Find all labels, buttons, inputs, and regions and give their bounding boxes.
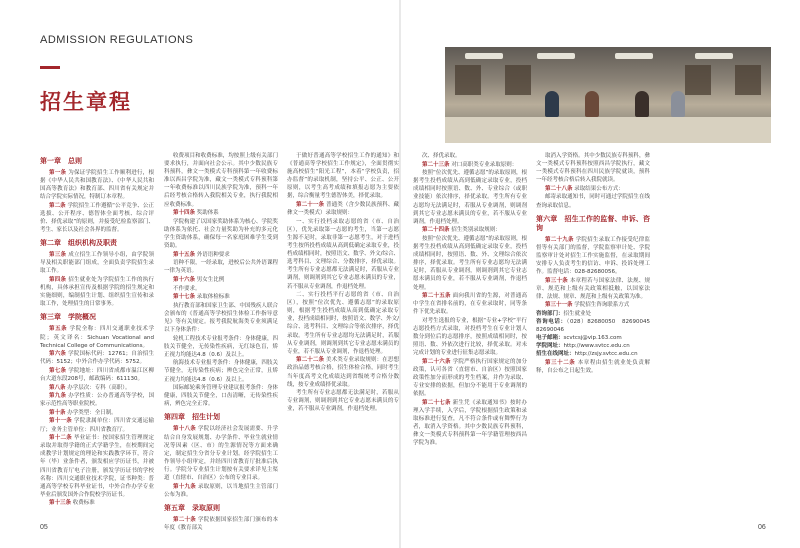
article-text: 二、实行投档平行志愿的省（市、自治区），按照“位次优先、遵循志愿”的录取原则，根据考生投档成绩从高到低确定录取专业，投档成绩相同时，按照语文、数学、外文/综合、选考科目、文理综合等依次排序，择优录取。考生所有专业志愿均无法满足时，若服从专业调剂，则调剂到其它专业志愿未满员的专业，若不服从专业调剂，作退档处理。 [287, 292, 399, 355]
article-text: 办学层次：专科（高职）。 [67, 384, 131, 391]
contact-value: http://www.svtcc.edu.cn [563, 343, 630, 350]
article-paragraph [413, 399, 527, 448]
article-paragraph [40, 350, 154, 366]
article-paragraph [287, 389, 399, 413]
article-paragraph [536, 185, 650, 193]
article-paragraph [40, 251, 154, 275]
chapter-heading: 第四章 招生计划 [164, 413, 220, 422]
article-paragraph [536, 301, 650, 309]
article-paragraph [413, 152, 527, 160]
article-paragraph [164, 483, 278, 499]
article-text: 招生就业处为学院招生工作的执行机构，具体承担宣传及根据学院的招生规定和实施细则，编制招生计划、组织招生宣传和录取工作，处理招生的日常事务。 [40, 277, 154, 308]
article-text: 学院以经济社会发展需要、升学结合自身发展规划、办学条件、毕业生就业情况等因素（区、市）的生源情况等方面来确定，制定招生分省分专业计划。经学院招生工作领导小组审定，并经四川省教育厅批准后执行。学院分专业招生计划按有关要求详见主渠道（直辖市、自治区）公布的专业目录。 [164, 426, 278, 481]
article-paragraph [164, 293, 278, 301]
article-text: 录取体检标准 [196, 294, 230, 301]
article-number: 第二十六条 [422, 358, 451, 365]
article-text: 学院依据国家招生部门颁布的本年度《教育部关 [164, 516, 278, 531]
article-paragraph [164, 302, 278, 334]
article-paragraph [40, 325, 154, 349]
contact-label: 电子邮箱： [536, 335, 564, 342]
article-text: 成立招生工作领导小组，由学院领导及相关职能部门组成，全面负责学院招生录取工作。 [40, 252, 154, 275]
article-text: 本章程若与国家法律、法规、规章、规范和上级有关政策相抵触，以国家法律、法规、规章、规范和上级有关政策为准。 [536, 277, 650, 300]
article-text: 按照“位次优先、遵循志愿”的录取原则，根据考生投档成绩从高到低确定录取专业，投档成绩相同时，按照语、数、外、文理综合依次排序，择优录取。考生所有专业志愿均无法满足时，若服从专业调剂，则调剂到其它专业志愿未满员的专业，若不服从专业调剂，作退档处理。 [413, 235, 527, 291]
article-number: 第十二条 [49, 435, 72, 442]
article-number: 第三十条 [545, 277, 568, 284]
article-text: 招生类别录取规则： [451, 227, 501, 234]
article-text: 对口高职类专业录取原则： [451, 161, 518, 168]
article-paragraph [164, 152, 278, 209]
article-paragraph [164, 218, 278, 250]
contact-value: scvtcsj@vip.163.com [563, 335, 622, 342]
article-paragraph [164, 285, 278, 293]
article-text: 男女生比例 [196, 276, 225, 283]
article-paragraph [413, 235, 527, 292]
section-header-en: ADMISSION REGULATIONS [40, 34, 194, 46]
article-paragraph [164, 251, 278, 259]
article-paragraph [40, 434, 154, 499]
article-paragraph [536, 152, 650, 184]
article-number: 第三十二条 [545, 359, 576, 366]
article-paragraph [413, 169, 527, 226]
article-paragraph [164, 516, 278, 532]
article-number: 第九条 [49, 393, 67, 400]
article-text: 学院招生咨询联系方式 [574, 302, 630, 309]
article-number: 第四条 [49, 277, 67, 284]
article-number: 第二十九条 [545, 236, 574, 243]
article-paragraph [164, 384, 278, 408]
article-paragraph [164, 425, 278, 482]
article-text: 收费标准 [72, 500, 95, 507]
article-number: 第六条 [49, 351, 67, 358]
article-text: 学院国标代码：12761；自治招生代码：5152；中外合作办学代码：5752。 [40, 351, 154, 366]
article-paragraph [164, 276, 278, 284]
article-text: 学院构建了以国家奖助体系为核心、学院奖助体系为依托、社会力量奖助为补充的多元化学生资助体系，确保每一名家庭困难学生受到资助。 [164, 218, 278, 250]
article-text: 办学类型：全日制。 [67, 409, 117, 416]
article-number: 第二十条 [173, 516, 196, 523]
article-text: 语种不限，一经录取，进校后公共外语课程一律为英语。 [164, 260, 278, 275]
article-paragraph [164, 359, 278, 383]
article-paragraph [413, 317, 527, 357]
article-number: 第二十八条 [545, 185, 573, 192]
contact-line [536, 318, 656, 334]
article-text: 取消入学资格。其中少数民族专科预科，彝文一类模式专科预科按照西昌学院执行，藏文一类模式专科预科在四川民族学院就读，预科一年经考核合格后转入我院就读。 [536, 153, 650, 184]
article-text: 邮寄录取通知书，同时可通过学院招生在线查询录取信息。 [536, 194, 650, 209]
article-number: 第十四条 [173, 210, 196, 217]
article-text: 学院隶属单位：四川省交通运输厅；业务主管单位：四川省教育厅。 [40, 418, 154, 433]
article-paragraph [413, 358, 527, 398]
contact-label: 咨询部门： [536, 311, 564, 317]
article-number: 第三十一条 [545, 302, 573, 309]
article-number: 第十条 [49, 409, 66, 416]
article-number: 第二十五条 [422, 293, 451, 300]
contact-label: 学院网址： [536, 343, 564, 350]
article-number: 第二十三条 [422, 161, 450, 168]
article-paragraph [40, 276, 154, 308]
article-text: 学院招生录取工作接受纪律监督等有关部门的监督，学院监察审计处、学院监察审计处对招生工作实施监督，在录取期间安排专人负责考生的信访、申诉、投诉处理工作。监督电话：028-82680056。 [536, 236, 650, 276]
article-text: 办学性质：公办普通高等学校，国家示范性高等职业院校。 [40, 393, 154, 408]
article-text: 美术类专业录取规则：在思想政治品德考核合格，招生体检合格，同时考生当年度高考文化成绩达到省级统考合格分数线，按专业成绩择优录取。 [287, 357, 399, 388]
chapter-heading: 第一章 总则 [40, 157, 82, 165]
article-paragraph [287, 152, 399, 201]
chapter-heading: 第六章 招生工作的监督、申诉、咨询 [536, 214, 650, 232]
article-paragraph [164, 335, 278, 359]
article-paragraph [164, 209, 278, 217]
article-text: 按照“位次优先、遵循志愿”的录取原则，根据考生投档成绩从高到低确定录取专业，投档成绩相同时按照语、数、外、专业综合（或职业技能）依次排序，择优录取。考生所有专业志愿均无法满足时，若服从专业调剂，则调剂到其它专业志愿未满员的专业，若不服从专业调剂，作退档处理。 [413, 170, 527, 225]
article-paragraph [536, 359, 650, 375]
contact-value: 招生就业处 [563, 311, 592, 317]
library-photo [445, 47, 771, 143]
article-text: 次、择优录取。 [422, 153, 461, 159]
article-number: 第十九条 [173, 483, 196, 490]
page-title: 招生章程 [40, 90, 132, 114]
article-paragraph [164, 259, 278, 275]
article-number: 第十三条 [49, 500, 72, 507]
article-number: 第十七条 [173, 294, 196, 301]
article-paragraph [40, 169, 154, 201]
article-text: 学院招生工作遵循“公平竞争、公正选拔、公开程序、德智体全面考核、综合评价、择优录取”的原则，并接受纪检监察部门、考生、家长以及社会各界的监督。 [40, 202, 154, 234]
article-paragraph [536, 193, 650, 209]
article-paragraph [40, 499, 154, 507]
article-text: 为保证学院招生工作顺利进行，根据《中华人民共和国教育法》、《中华人民共和国高等教育法》和教育部、四川省有关规定并结合学院实际情况，特制订本章程。 [40, 170, 154, 201]
article-text: 新生凭《录取通知书》按时办理入学手续，入学后，学院根据招生政策和录取标准进行复查，凡不符合条件或有舞弊行为者，取消入学资格。其中少数民族专科预科，彝文一类模式专科预科第一年学籍管理按西昌学院为准。 [413, 399, 527, 447]
contact-value: （028）82680050 82690045 82690046 [536, 319, 656, 334]
chapter-heading: 第二章 组织机构及职责 [40, 239, 117, 248]
article-text: 一、实行投档录取志愿的省（市、自治区），优先录取第一志愿的考生，当第一志愿生源不足时，录取非第一志愿考生，对于进档考生按所投档成绩从高到低确定录取专业，投档成绩相同时，按照语文、数学、外文/综合、选考科目、文理综合、分数排序，择优录取。考生所有专业志愿都无法满足时，若服从专业调剂，则调剂到其它专业志愿未满员的专业，若不服从专业调剂，作退档处理。 [287, 218, 399, 290]
article-paragraph [40, 409, 154, 417]
article-paragraph [287, 201, 399, 217]
article-text: 执行教育部和国家卫生部、中国残疾人联合会颁布的《普通高等学校招生体检工作指导意见》等有关规定。报考我院航海类专业须满足以下身体条件： [164, 302, 278, 333]
article-paragraph [413, 226, 527, 234]
article-number: 第八条 [49, 384, 66, 391]
article-paragraph [287, 218, 399, 291]
chapter-heading: 第五章 录取原则 [164, 503, 220, 512]
article-paragraph [40, 384, 154, 392]
article-text: 学院全称：四川交通职业技术学院；英文译名：Sichuan Vocational and Technical College of Communications。 [40, 326, 154, 349]
article-text: 对考生选报的专业，根据“专业+学校”平行志愿投档方式录取，对投档考生在专业计划人数分到位后的志愿排序，按照成绩相同时，按照语、数、外依次进行比较，择优录取。对未完成计划的专业进行征集志愿录取。 [413, 317, 527, 357]
text-column-5 [536, 152, 656, 375]
article-text: 普通类（含少数民族预科、藏彝文一类模式）录取规则： [287, 202, 399, 217]
article-number: 第五条 [49, 326, 68, 333]
text-column-2 [164, 152, 278, 532]
article-paragraph [413, 161, 527, 169]
article-text: 录取原则，以当地招生主管部门公布为准。 [164, 483, 278, 498]
article-text: 奖助体系 [196, 210, 219, 217]
article-number: 第十六条 [173, 276, 196, 283]
article-paragraph [287, 356, 399, 388]
article-text: 不作要求。 [173, 285, 201, 292]
article-number: 第二十四条 [422, 227, 450, 234]
article-number: 第十五条 [173, 251, 196, 258]
article-paragraph [40, 392, 154, 408]
text-column-4 [413, 152, 527, 448]
article-text: 航海技术专业报考条件：身体健康，四肢关节健全，无传染性疾病；辨色完全正常，且矫正视力均能达4.8（0.6）及以上。 [164, 360, 278, 383]
accent-bar [40, 66, 60, 69]
article-text: 考生所有专业志愿都无法满足时，若服从专业调剂，则调剂到其它专业志愿未满员的专业，若不服从专业调剂，作退档处理。 [287, 390, 399, 413]
article-paragraph [40, 417, 154, 433]
contact-line [536, 342, 650, 350]
article-text: 学院地址：四川省成都市温江区柳台大道东段208号，邮政编码：611130。 [40, 367, 154, 382]
article-text: 毕业证书：按国家招生管理规定录取并取得学籍的正式学籍学生，在校期间完成教学计划规定的理论和实践教学环节，符合年（毕）业条件者，颁发相应学历证书，并被四川省教育厅电子注册，颁发学历证书的学校名称：四川交通职业技术学院，证书种类：普通高等学校专科毕业证书，中外合作办学专业毕业后颁发国外合作院校学历证书。 [40, 435, 154, 498]
chapter-heading: 第三章 学院概况 [40, 313, 96, 322]
article-text: 轮机工程技术专业报考条件：身体健康，四肢关节健全，无传染性疾病，无红绿色盲，矫正视力均能达4.8（0.6）及以上。 [164, 335, 278, 358]
article-paragraph [536, 236, 650, 276]
contact-line [536, 350, 650, 358]
article-text: 外语语种要求 [196, 251, 230, 258]
article-number: 第二十二条 [296, 357, 325, 364]
article-text: 学院严格执行国家规定的加分政策，认可各省（直辖市、自治区）按照国家政策性加分而形成的考生档案，并作为录取、专业安排的依据，但加分不能用于专业调剂的依据。 [413, 358, 527, 398]
page-number-left: 05 [40, 524, 48, 531]
text-column-3 [287, 152, 399, 414]
contact-label: 招生在线网址： [536, 351, 575, 358]
article-paragraph [40, 367, 154, 383]
article-number: 第二十一条 [296, 202, 325, 209]
contact-line [536, 310, 650, 318]
article-text: 面向我川省的生源，对普通高中学生在省排名前的，在专业录取时，同等条件下优先录取。 [413, 293, 527, 316]
article-paragraph [536, 277, 650, 301]
article-number: 第十八条 [173, 426, 196, 433]
text-column-1 [40, 152, 154, 508]
article-text: 国际邮轮乘务管理专业建议报考条件：身体健康，四肢关节健全，口齿清晰，无传染性疾病，辨色完全正常。 [164, 385, 278, 408]
contact-label: 咨询电话： [536, 319, 567, 326]
article-text: 录取结果公布方式： [574, 185, 624, 192]
article-number: 第十一条 [49, 418, 72, 425]
page-number-right: 06 [758, 524, 766, 531]
article-paragraph [40, 202, 154, 234]
article-number: 第二十七条 [422, 399, 451, 406]
article-number: 第二条 [49, 202, 66, 209]
contact-value: http://zsjy.svtcc.edu.cn [574, 351, 638, 358]
article-text: 于做好普通高等学校招生工作的通知》和《普通高等学校招生工作规定》，全面贯彻实施高校招生“阳光工程”，本着“学校负责，招办监督”的录取机制，坚持公平、公正、公开原则，以考生高考成绩和填报志愿为主要依据，综合衡量考生德智体美，择优录取。 [287, 153, 399, 200]
article-paragraph [287, 291, 399, 356]
article-text: 收费项目和收费标准，均按照上级有关部门要求执行，并面向社会公示。其中少数民族专科预科，彝文一类模式专科预科第一年收费标准以西昌学院为准，藏文一类模式专科预科第一年收费标准以四川民族学院为准，预科一年后经考核合格转入我院相关专业，执行我院相应收费标准。 [164, 153, 278, 208]
article-paragraph [413, 292, 527, 316]
article-number: 第三条 [49, 252, 67, 259]
article-number: 第七条 [49, 367, 67, 374]
article-text: 本章程由招生就业处负责解释，自公布之日起生效。 [536, 359, 650, 374]
contact-line [536, 334, 650, 342]
article-number: 第一条 [49, 170, 67, 176]
